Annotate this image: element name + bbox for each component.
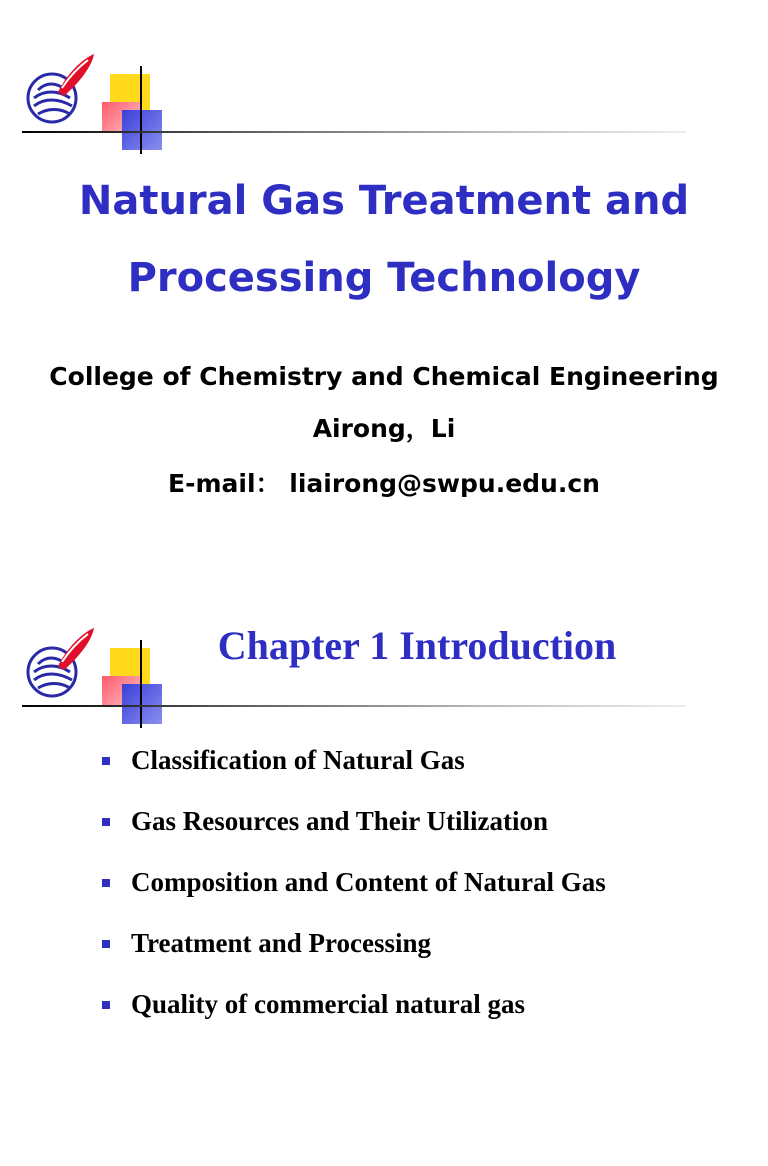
- list-item: [102, 866, 606, 927]
- square-bullet-icon: [102, 818, 110, 826]
- list-item: [102, 988, 606, 1049]
- list-item-text: Composition and Content of Natural Gas: [131, 867, 606, 897]
- square-bullet-icon: [102, 879, 110, 887]
- header-decoration: [18, 52, 688, 162]
- email-address: E-mail： liairong@swpu.edu.cn: [168, 469, 600, 498]
- list-item: [102, 805, 606, 866]
- chapter-slide: [0, 590, 768, 1166]
- title-slide: [0, 0, 768, 576]
- list-item-text: Gas Resources and Their Utilization: [131, 806, 549, 836]
- vertical-rule: [140, 66, 142, 154]
- list-item: [102, 927, 606, 988]
- blue-square-decoration: [122, 110, 162, 150]
- college-name: College of Chemistry and Chemical Engineering: [49, 362, 719, 391]
- list-item: [102, 744, 606, 805]
- author-name: Airong，Li: [312, 414, 456, 443]
- horizontal-rule: [22, 131, 686, 133]
- university-logo-icon: [22, 52, 98, 130]
- slide-title-line-1: Natural Gas Treatment and: [78, 178, 690, 224]
- slide-title-line-2: Processing Technology: [127, 255, 641, 301]
- list-item-text: Treatment and Processing: [131, 928, 431, 958]
- chapter-title: Chapter 1 Introduction: [217, 623, 617, 668]
- list-item-text: Quality of commercial natural gas: [131, 989, 525, 1019]
- square-bullet-icon: [102, 757, 110, 765]
- blue-square-decoration: [122, 684, 162, 724]
- list-item-text: Classification of Natural Gas: [131, 745, 465, 775]
- square-bullet-icon: [102, 940, 110, 948]
- horizontal-rule: [22, 705, 686, 707]
- topic-list: [102, 744, 606, 1049]
- square-bullet-icon: [102, 1001, 110, 1009]
